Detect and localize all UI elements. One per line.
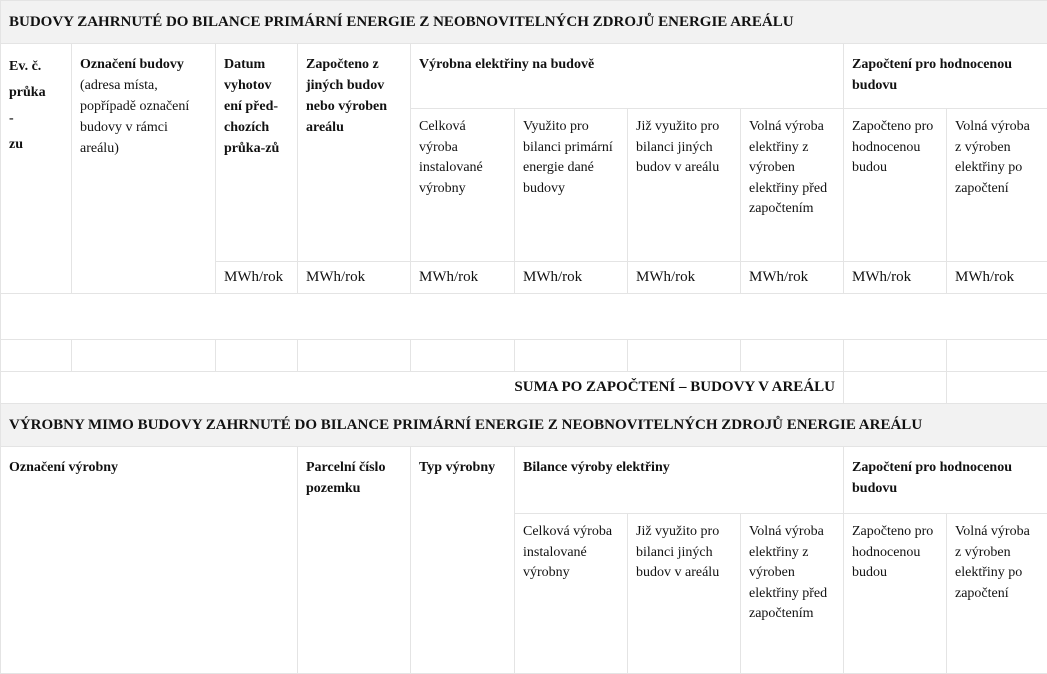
header-oznaceni-bold: Označení budovy [80, 57, 184, 72]
data-cell[interactable] [216, 340, 298, 372]
plants-section-title: VÝROBNY MIMO BUDOVY ZAHRNUTÉ DO BILANCE PRIMÁRNÍ ENERGIE Z NEOBNOVITELNÝCH ZDROJŮ ENERGIE AREÁLU [1, 404, 1047, 447]
unit-cell: MWh/rok [844, 262, 947, 294]
data-cell[interactable] [947, 340, 1047, 372]
unit-cell: MWh/rok [947, 262, 1047, 294]
unit-cell: MWh/rok [216, 262, 298, 294]
header-bilance-group: Bilance výroby elektřiny [515, 447, 844, 514]
empty-row [1, 294, 1047, 340]
header-oznaceni-rest: (adresa místa, popřípadě označení budovy v rámci areálu) [80, 78, 189, 156]
header-zapocteni-group: Započtení pro hodnocenou budovu [844, 44, 1047, 109]
data-cell[interactable] [411, 340, 515, 372]
ev-line: Ev. č. [9, 54, 63, 80]
ev-line: průka [9, 80, 63, 106]
data-cell[interactable] [741, 340, 844, 372]
data-cell[interactable] [298, 340, 411, 372]
header-vyrobna-group: Výrobna elektřiny na budově [411, 44, 844, 109]
header-zapocteni-group-2: Započtení pro hodnocenou budovu [844, 447, 1047, 514]
subheader-celkova-2: Celková výroba instalované výrobny [515, 514, 628, 674]
header-zapocteno: Započteno z jiných budov nebo výroben areálu [298, 44, 411, 262]
unit-cell: MWh/rok [298, 262, 411, 294]
subheader-zapocteno-2: Započteno pro hodnocenou budou [844, 514, 947, 674]
buildings-section-title: BUDOVY ZAHRNUTÉ DO BILANCE PRIMÁRNÍ ENERGIE Z NEOBNOVITELNÝCH ZDROJŮ ENERGIE AREÁLU [1, 1, 1047, 44]
subheader-jiz-vyuzito: Již využito pro bilanci jiných budov v areálu [628, 109, 741, 262]
subheader-zapocteno: Započteno pro hodnocenou budou [844, 109, 947, 262]
header-ev-cislo [1, 44, 72, 294]
subheader-celkova: Celková výroba instalované výrobny [411, 109, 515, 262]
unit-cell: MWh/rok [741, 262, 844, 294]
subheader-vyuzito: Využito pro bilanci primární energie dané budovy [515, 109, 628, 262]
subheader-volna-pred: Volná výroba elektřiny z výroben elektřiny před započtením [741, 109, 844, 262]
ev-line: zu [9, 132, 63, 158]
subheader-volna-po: Volná výroba z výroben elektřiny po započtení [947, 109, 1047, 262]
subheader-jiz-vyuzito-2: Již využito pro bilanci jiných budov v areálu [628, 514, 741, 674]
unit-cell: MWh/rok [515, 262, 628, 294]
unit-cell: MWh/rok [628, 262, 741, 294]
header-datum: Datum vyhotov ení před-chozích průka-zů [216, 44, 298, 262]
header-oznaceni-vyrobny: Označení výrobny [1, 447, 298, 674]
data-cell[interactable] [628, 340, 741, 372]
ev-line: - [9, 106, 63, 132]
header-parcelni-cislo: Parcelní číslo pozemku [298, 447, 411, 674]
unit-cell: MWh/rok [411, 262, 515, 294]
subheader-volna-po-2: Volná výroba z výroben elektřiny po započtení [947, 514, 1047, 674]
data-cell[interactable] [844, 340, 947, 372]
subheader-volna-pred-2: Volná výroba elektřiny z výroben elektřiny před započtením [741, 514, 844, 674]
suma-label: SUMA PO ZAPOČTENÍ – BUDOVY V AREÁLU [1, 372, 844, 404]
data-cell[interactable] [1, 340, 72, 372]
header-oznaceni-budovy [72, 44, 216, 294]
table-row [1, 340, 1047, 372]
suma-volna-cell[interactable] [947, 372, 1047, 404]
header-typ-vyrobny: Typ výrobny [411, 447, 515, 674]
data-cell[interactable] [72, 340, 216, 372]
suma-zapocteno-cell[interactable] [844, 372, 947, 404]
data-cell[interactable] [515, 340, 628, 372]
